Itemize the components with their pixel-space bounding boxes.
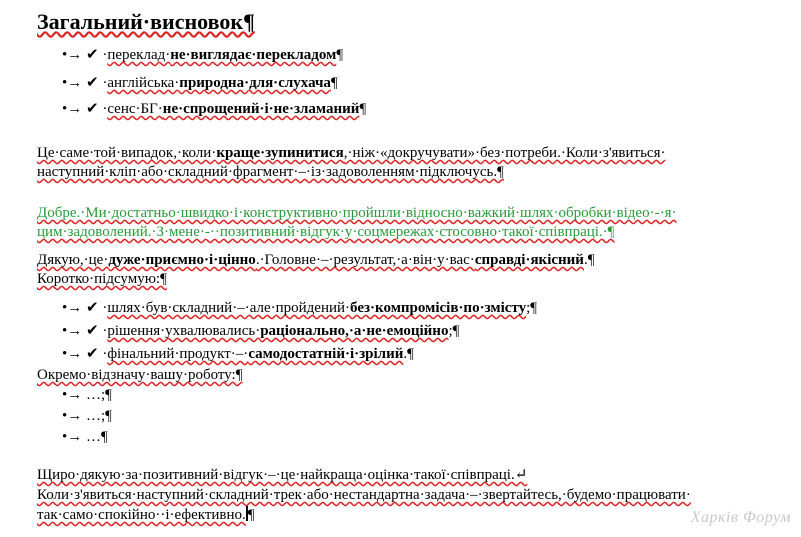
bullet-marker: •→ ✔ ·	[62, 101, 108, 117]
text-run: Щиро·дякую·за·позитивний·відгук·–·це·найкраща·оцінка·такої·співпраці.↵	[37, 467, 528, 483]
text-run: Дякую,·це·	[37, 252, 109, 268]
pilcrow: ;¶	[448, 323, 460, 339]
bullet-marker: •→ ✔ ·	[62, 323, 108, 339]
bullet-text: сенс·БГ·	[107, 101, 163, 117]
paragraph-line	[37, 506, 255, 525]
paragraph-line	[37, 144, 665, 163]
bullet-bold-text: самодостатній·і·зрілий	[248, 346, 404, 362]
paragraph-line-green	[37, 223, 614, 242]
text-run: цим·задоволений.·З·мене·-··позитивний·відгук·у·соцмережах·стосовно·такої·співпраці.·¶	[37, 224, 615, 240]
list-item	[62, 299, 537, 318]
text-run: .·Головне·–·результат,·а·він·у·вас·	[255, 252, 475, 268]
bold-text-run: справді·якісний	[474, 252, 584, 268]
pilcrow: ¶	[336, 47, 344, 63]
bullet-text: шлях·був·складний·–·але·пройдений·	[107, 300, 351, 316]
bullet-marker: •→ ✔ ·	[62, 300, 108, 316]
bullet-text: переклад·	[107, 47, 171, 63]
list-item	[62, 74, 338, 93]
pilcrow: .¶	[403, 346, 414, 362]
pilcrow: ¶	[359, 101, 367, 117]
bullet-bold-text: без·компромісів·по·змісту	[350, 300, 527, 316]
document-heading: Загальний·висновок¶	[37, 9, 255, 34]
text-run: Коротко·підсумую:¶	[37, 271, 167, 287]
bullet-text: фінальний·продукт·–·	[107, 346, 249, 362]
pilcrow: ¶	[330, 75, 338, 91]
bold-text-run: краще·зупинитися	[216, 145, 344, 161]
text-run: Це·саме·той·випадок,·коли·	[37, 145, 217, 161]
text-run: наступний·кліп·або·складний·фрагмент·–·із·задоволенням·підключусь.¶	[37, 164, 504, 180]
pilcrow: ;¶	[526, 300, 538, 316]
bullet-bold-text: природна·для·слухача	[179, 75, 331, 91]
bold-text-run: дуже·приємно·і·цінно	[108, 252, 256, 268]
paragraph-line-green	[37, 204, 676, 223]
bullet-text: англійська·	[107, 75, 180, 91]
text-run: ,·ніж·«докручувати»·без·потреби.·Коли·з'явиться·	[343, 145, 666, 161]
list-item	[62, 46, 343, 65]
text-run: Окремо·відзначу·вашу·роботу:¶	[37, 367, 243, 383]
list-item	[62, 345, 414, 364]
bullet-marker: •→ ✔ ·	[62, 346, 108, 362]
bullet-bold-text: раціонально,·а·не·емоційно	[260, 323, 449, 339]
list-item	[62, 100, 366, 119]
paragraph-line	[37, 466, 527, 485]
watermark-logo: Харків Форум	[690, 509, 791, 526]
paragraph-line	[37, 486, 691, 505]
list-item: •→ …;¶	[62, 387, 112, 403]
list-item: •→ …¶	[62, 429, 108, 445]
text-run: Добре.·Ми·достатньо·швидко·і·конструктивно·пройшли·відносно·важкий·шлях·обробки·відео·-·я·	[37, 205, 677, 221]
bullet-bold-text: не·виглядає·перекладом	[170, 47, 337, 63]
paragraph-line	[37, 270, 167, 289]
bullet-bold-text: не·спрощений·і·не·зламаний	[162, 101, 360, 117]
list-item	[62, 322, 459, 341]
paragraph-line	[37, 163, 504, 182]
text-run: .¶	[583, 252, 595, 268]
bullet-marker: •→ ✔ ·	[62, 47, 108, 63]
bullet-marker: •→ ✔ ·	[62, 75, 108, 91]
list-item: •→ …;¶	[62, 408, 112, 424]
bullet-text: рішення·ухвалювались·	[107, 323, 261, 339]
paragraph-line	[37, 366, 243, 385]
text-run: так·само·спокійно··і·ефективно.	[37, 507, 246, 523]
pilcrow: ¶	[247, 507, 255, 523]
text-run: Коли·з'явиться·наступний·складний·трек·або·нестандартна·задача·–·звертайтесь,·будемо·працювати·	[37, 487, 691, 503]
paragraph-line	[37, 251, 595, 270]
